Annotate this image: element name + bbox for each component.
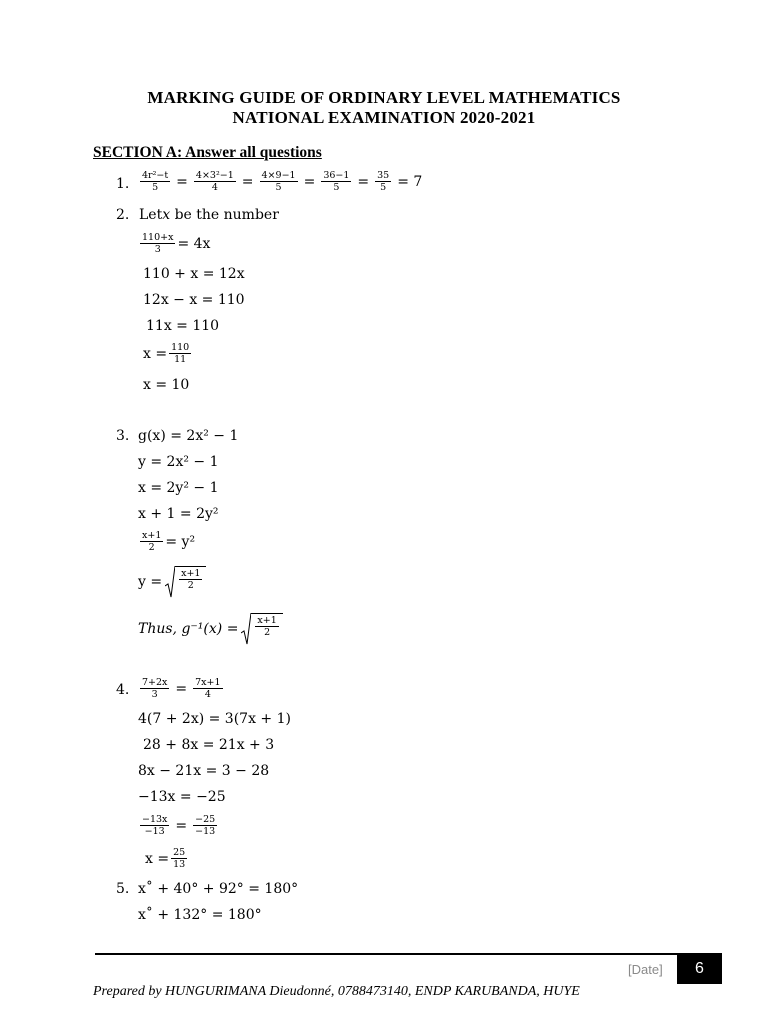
q2-step-2: 110 + x = 12x bbox=[143, 266, 245, 282]
q2-step-3: 12x − x = 110 bbox=[143, 292, 245, 308]
q4-step-3: 28 + 8x = 21x + 3 bbox=[143, 737, 275, 753]
q2-step-6: x = 10 bbox=[143, 377, 190, 393]
q4-step-5: −13x = −25 bbox=[138, 789, 226, 805]
q3-step-6: y = $\frac{x+1}{2}$ bbox=[138, 566, 206, 598]
q1-fraction-1: $\frac{\text{4r²−t}}{5}$ bbox=[142, 170, 169, 193]
q2-intro: Let x be the number bbox=[139, 207, 279, 223]
q1-number: 1. bbox=[116, 176, 130, 192]
q3-step-2: y = 2x² − 1 bbox=[138, 454, 219, 470]
footer-rule bbox=[95, 953, 722, 955]
q4-number: 4. bbox=[116, 682, 130, 698]
q2-step-1: $\frac{110+x}{3}$ = 4x bbox=[142, 232, 211, 255]
title-line-2: NATIONAL EXAMINATION 2020-2021 bbox=[232, 108, 536, 127]
q1-result: = 7 bbox=[397, 173, 423, 190]
q5-number: 5. bbox=[116, 881, 130, 897]
date-placeholder: [Date] bbox=[628, 962, 663, 977]
q2-number: 2. bbox=[116, 207, 130, 223]
q3-number: 3. bbox=[116, 428, 130, 444]
q3-step-4: x + 1 = 2y² bbox=[138, 506, 219, 522]
q3-step-3: x = 2y² − 1 bbox=[138, 480, 219, 496]
title-line-1: MARKING GUIDE OF ORDINARY LEVEL MATHEMATICS bbox=[147, 88, 621, 107]
q5-step-1: x˚ + 40° + 92° = 180° bbox=[138, 881, 299, 897]
q1-fraction-5: $\frac{35}{5}$ bbox=[377, 170, 390, 193]
q3-step-5: $\frac{x+1}{2}$ = y² bbox=[142, 530, 196, 553]
q4-step-6: $\frac{-13x}{-13}$ = $\frac{-25}{-13}$ bbox=[142, 814, 216, 837]
q2-step-5: x = $\frac{110}{11}$ bbox=[143, 342, 190, 365]
sqrt-symbol: $\frac{x+1}{2}$ bbox=[241, 613, 282, 645]
page-number: 6 bbox=[677, 954, 722, 984]
q1-fraction-2: $\frac{\text{4×3²−1}}{4}$ bbox=[195, 170, 234, 193]
q5-step-2: x˚ + 132° = 180° bbox=[138, 907, 262, 923]
prepared-by: Prepared by HUNGURIMANA Dieudonné, 0788473140, ENDP KARUBANDA, HUYE bbox=[93, 984, 580, 999]
q4-step-4: 8x − 21x = 3 − 28 bbox=[138, 763, 270, 779]
q3-step-7: Thus, g⁻¹(x) = $\frac{x+1}{2}$ bbox=[138, 613, 283, 645]
q3-step-1: g(x) = 2x² − 1 bbox=[138, 428, 239, 444]
q4-step-2: 4(7 + 2x) = 3(7x + 1) bbox=[138, 711, 291, 727]
q1-fraction-3: $\frac{4\times 9-1}{5}$ bbox=[261, 170, 296, 193]
q2-step-4: 11x = 110 bbox=[146, 318, 220, 334]
q4-step-7: x = $\frac{25}{13}$ bbox=[145, 847, 186, 870]
sqrt-symbol: $\frac{x+1}{2}$ bbox=[165, 566, 206, 598]
q1-equation: $\frac{\text{4r²−t}}{5}$ = $\frac{\text{4×3²−1}}{4}$ = $\frac{4\times 9-1}{5}$ = $\frac{36-1}{5}$ = $\frac{35}{5}$ = 7 bbox=[142, 170, 423, 193]
q4-step-1: $\frac{7+2x}{3}$ = $\frac{7x+1}{4}$ bbox=[142, 677, 221, 700]
section-a-heading: SECTION A: Answer all questions bbox=[93, 144, 322, 161]
q1-fraction-4: $\frac{36-1}{5}$ bbox=[323, 170, 350, 193]
